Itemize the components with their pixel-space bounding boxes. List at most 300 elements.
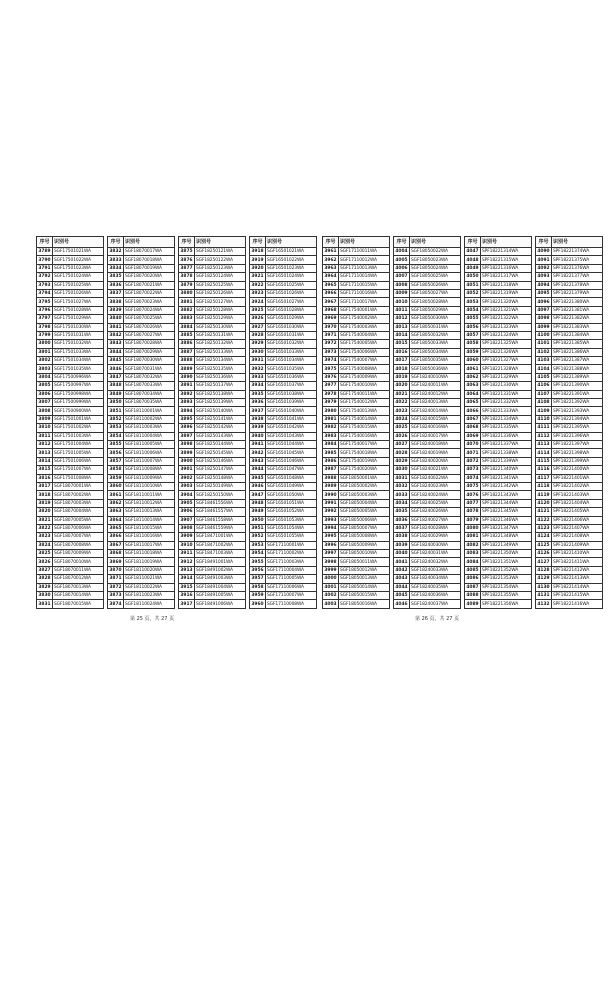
table-row — [179, 550, 246, 558]
seq-cell: 3855 — [109, 442, 122, 448]
id-cell: SPF18221402WA — [552, 482, 603, 490]
id-cell: SGF18240033WA — [410, 566, 461, 574]
table-row — [536, 281, 603, 289]
id-cell: SPF18221393WA — [552, 407, 603, 415]
seq-cell: 4054 — [466, 307, 479, 313]
id-cell: SPF18221396WA — [552, 432, 603, 440]
seq-cell: 3974 — [324, 358, 337, 364]
seq-cell: 4113 — [537, 442, 550, 448]
id-cell: SGF17110002WA — [266, 550, 317, 558]
seq-cell: 3940 — [251, 433, 264, 439]
id-cell: SPF18221326WA — [481, 348, 532, 356]
seq-cell: 4003 — [324, 601, 337, 607]
table-row — [179, 541, 246, 549]
table-row — [394, 575, 461, 583]
seq-cell: 3836 — [109, 282, 122, 288]
table-row — [394, 592, 461, 600]
seq-cell: 3935 — [251, 391, 264, 397]
table-row — [465, 482, 532, 490]
seq-cell: 3922 — [251, 282, 264, 288]
id-cell: SGF16501038WA — [266, 390, 317, 398]
id-cell: SGF17110012WA — [339, 256, 390, 264]
id-cell: SGF18070032WA — [124, 373, 175, 381]
id-cell: SPF18221355WA — [481, 592, 532, 600]
seq-cell: 4091 — [537, 257, 550, 263]
id-cell: SGF17540011WA — [339, 390, 390, 398]
seq-cell: 3864 — [109, 517, 122, 523]
table-row — [323, 331, 390, 339]
id-cell: SPF18221317WA — [481, 273, 532, 281]
id-cell: SPF18221410WA — [552, 550, 603, 558]
seq-cell: 4103 — [537, 358, 550, 364]
table-row — [536, 541, 603, 549]
table-row — [108, 466, 175, 474]
table-row — [323, 340, 390, 348]
id-cell: SGF18070011WA — [53, 566, 104, 574]
table-row — [323, 424, 390, 432]
table-row — [108, 281, 175, 289]
id-cell: SGF16501027WA — [266, 298, 317, 306]
seq-cell: 3989 — [324, 484, 337, 490]
id-cell: SPF18221324WA — [481, 331, 532, 339]
seq-cell: 4110 — [537, 417, 550, 422]
seq-cell: 3930 — [251, 349, 264, 355]
table-row — [394, 331, 461, 339]
seq-cell: 4043 — [395, 576, 408, 582]
seq-cell: 4018 — [395, 366, 408, 372]
id-cell: SPF18221398WA — [552, 449, 603, 457]
table-row — [394, 516, 461, 524]
seq-cell: 3953 — [251, 542, 264, 548]
seq-cell: 4115 — [537, 458, 550, 464]
id-cell: SGF16501040WA — [266, 407, 317, 415]
seq-cell: 3872 — [109, 584, 122, 590]
id-cell: SGF18240024WA — [410, 491, 461, 499]
seq-cell: 4013 — [395, 324, 408, 330]
table-row — [536, 482, 603, 490]
table-row — [179, 323, 246, 331]
table-row — [250, 289, 317, 297]
id-cell: SPF18221392WA — [552, 399, 603, 407]
table-row — [250, 466, 317, 474]
table-row — [536, 516, 603, 524]
id-cell: SPF18221350WA — [481, 550, 532, 558]
id-cell: SGF18070024WA — [124, 306, 175, 314]
table-row — [108, 541, 175, 549]
table-row — [536, 566, 603, 574]
seq-cell: 3897 — [180, 433, 193, 439]
id-header: 识别号 — [124, 237, 175, 248]
table-row — [179, 533, 246, 541]
id-cell: SGF17501024WA — [53, 273, 104, 281]
table-row — [394, 424, 461, 432]
id-table — [36, 236, 104, 609]
id-cell: SGF18050011WA — [339, 558, 390, 566]
id-table — [322, 236, 390, 609]
seq-cell: 3851 — [109, 408, 122, 414]
seq-cell: 3890 — [180, 375, 193, 381]
table-header-row — [250, 237, 317, 248]
seq-cell: 3917 — [180, 601, 193, 607]
table-header-row — [394, 237, 461, 248]
id-cell: SGF18250139WA — [195, 399, 246, 407]
seq-cell: 4088 — [466, 593, 479, 599]
table-row — [536, 533, 603, 541]
id-header: 识别号 — [339, 237, 390, 248]
id-cell: SGF18070006WA — [53, 524, 104, 532]
seq-cell: 3955 — [251, 559, 264, 565]
id-cell: SPF18221388WA — [552, 365, 603, 373]
seq-cell: 3931 — [251, 358, 264, 364]
id-cell: SGF18070014WA — [53, 592, 104, 600]
seq-cell: 4025 — [395, 425, 408, 431]
seq-cell: 3913 — [180, 568, 193, 574]
id-cell: SGF18250141WA — [195, 415, 246, 423]
table-row — [108, 516, 175, 524]
id-cell: SGF16501030WA — [266, 323, 317, 331]
table-row — [536, 373, 603, 381]
seq-cell: 3926 — [251, 316, 264, 322]
table-row — [250, 248, 317, 256]
table-row — [465, 382, 532, 390]
seq-cell: 3814 — [38, 458, 51, 464]
id-cell: SGF18240036WA — [410, 592, 461, 600]
seq-cell: 3882 — [180, 307, 193, 313]
seq-cell: 3803 — [38, 366, 51, 372]
id-cell: SGF17540008WA — [339, 365, 390, 373]
id-cell: SGF16501025WA — [266, 281, 317, 289]
id-cell: SGF17540001WA — [339, 306, 390, 314]
table-row — [394, 600, 461, 608]
table-row — [536, 306, 603, 314]
id-cell: SGF17110016WA — [339, 289, 390, 297]
table-row — [179, 516, 246, 524]
id-cell: SGF18250128WA — [195, 306, 246, 314]
id-cell: SGF18070027WA — [124, 331, 175, 339]
id-cell: SGF18471001WA — [195, 533, 246, 541]
id-table — [535, 236, 603, 609]
seq-cell: 3856 — [109, 450, 122, 456]
table-row — [465, 390, 532, 398]
id-cell: SGF17540007WA — [339, 357, 390, 365]
seq-cell: 3884 — [180, 324, 193, 330]
table-row — [37, 365, 104, 373]
table-row — [37, 306, 104, 314]
id-cell: SGF18250126WA — [195, 289, 246, 297]
table-row — [465, 348, 532, 356]
table-row — [250, 399, 317, 407]
table-row — [250, 382, 317, 390]
table-row — [394, 550, 461, 558]
seq-cell: 4122 — [537, 517, 550, 523]
id-cell: SPF18221333WA — [481, 407, 532, 415]
id-cell: SPF18221354WA — [481, 583, 532, 591]
seq-cell: 3988 — [324, 475, 337, 481]
table-row — [250, 264, 317, 272]
id-cell: SGF16501047WA — [266, 466, 317, 474]
table-row — [179, 365, 246, 373]
id-cell: SGF18240018WA — [410, 440, 461, 448]
id-cell: SPF18221336WA — [481, 432, 532, 440]
table-row — [323, 415, 390, 423]
id-cell: SPF18221346WA — [481, 516, 532, 524]
id-cell: SGF18070030WA — [124, 357, 175, 365]
seq-cell: 3871 — [109, 576, 122, 582]
id-cell: SGF17110003WA — [266, 558, 317, 566]
id-cell: SGF18250131WA — [195, 331, 246, 339]
table-row — [394, 390, 461, 398]
id-cell: SGF16501026WA — [266, 289, 317, 297]
seq-cell: 4130 — [537, 584, 550, 590]
table-row — [250, 575, 317, 583]
seq-cell: 3992 — [324, 509, 337, 515]
table-row — [250, 499, 317, 507]
id-cell: SGF18240014WA — [410, 407, 461, 415]
seq-cell: 4027 — [395, 442, 408, 448]
table-header-row — [536, 237, 603, 248]
seq-header: 序号 — [250, 237, 266, 248]
id-cell: SGF18070015WA — [53, 600, 104, 608]
seq-cell: 4059 — [466, 349, 479, 355]
seq-cell: 4060 — [466, 358, 479, 364]
table-row — [394, 415, 461, 423]
table-row — [536, 491, 603, 499]
table-row — [465, 592, 532, 600]
id-cell: SGF16501039WA — [266, 399, 317, 407]
table-row — [37, 390, 104, 398]
seq-cell: 3848 — [109, 383, 122, 389]
seq-cell: 3904 — [180, 492, 193, 498]
table-row — [536, 331, 603, 339]
table-row — [394, 315, 461, 323]
seq-cell: 3968 — [324, 307, 337, 313]
id-cell: SGF18050013WA — [339, 575, 390, 583]
table-row — [179, 508, 246, 516]
seq-cell: 3892 — [180, 391, 193, 397]
seq-cell: 3860 — [109, 484, 122, 490]
id-cell: SGF18250123WA — [195, 264, 246, 272]
seq-cell: 3928 — [251, 333, 264, 339]
seq-cell: 4074 — [466, 475, 479, 481]
seq-cell: 4048 — [466, 257, 479, 263]
table-row — [37, 533, 104, 541]
id-cell: SGF17501031WA — [53, 331, 104, 339]
seq-cell: 4044 — [395, 584, 408, 590]
seq-cell: 4032 — [395, 484, 408, 490]
seq-cell: 3867 — [109, 542, 122, 548]
seq-cell: 3982 — [324, 425, 337, 431]
seq-cell: 4126 — [537, 551, 550, 557]
seq-cell: 3999 — [324, 568, 337, 574]
table-row — [323, 256, 390, 264]
id-cell: SPF18221356WA — [481, 600, 532, 608]
seq-cell: 3993 — [324, 517, 337, 523]
table-row — [323, 399, 390, 407]
seq-cell: 3901 — [180, 467, 193, 473]
seq-cell: 4064 — [466, 391, 479, 397]
id-cell: SGF18070020WA — [124, 273, 175, 281]
id-cell: SPF18221409WA — [552, 541, 603, 549]
seq-cell: 4114 — [537, 450, 550, 456]
table-row — [37, 440, 104, 448]
seq-cell: 4075 — [466, 484, 479, 490]
page-26 — [322, 236, 603, 609]
seq-cell: 4004 — [395, 249, 408, 255]
seq-cell: 3808 — [38, 408, 51, 414]
seq-cell: 3920 — [251, 265, 264, 271]
table-row — [323, 474, 390, 482]
seq-cell: 3941 — [251, 442, 264, 448]
table-row — [108, 407, 175, 415]
table-row — [465, 256, 532, 264]
table-row — [250, 474, 317, 482]
seq-cell: 4016 — [395, 349, 408, 355]
seq-cell: 4120 — [537, 500, 550, 506]
table-header-row — [37, 237, 104, 248]
table-row — [394, 491, 461, 499]
table-row — [108, 264, 175, 272]
id-cell: SGF17501006WA — [53, 457, 104, 465]
table-row — [108, 399, 175, 407]
id-cell: SGF17540019WA — [339, 457, 390, 465]
seq-cell: 3813 — [38, 450, 51, 456]
table-row — [536, 449, 603, 457]
table-row — [250, 592, 317, 600]
seq-cell: 3980 — [324, 408, 337, 414]
id-cell: SGF17501004WA — [53, 440, 104, 448]
seq-cell: 4089 — [466, 601, 479, 607]
id-cell: SGF16501043WA — [266, 432, 317, 440]
table-row — [37, 289, 104, 297]
seq-cell: 3978 — [324, 391, 337, 397]
id-table — [464, 236, 532, 609]
id-cell: SPF18221378WA — [552, 281, 603, 289]
table-row — [179, 499, 246, 507]
table-row — [179, 415, 246, 423]
id-cell: SPF18221321WA — [481, 306, 532, 314]
seq-header: 序号 — [536, 237, 552, 248]
seq-cell: 3807 — [38, 400, 51, 406]
table-row — [394, 365, 461, 373]
seq-cell: 3878 — [180, 274, 193, 280]
table-row — [394, 583, 461, 591]
table-row — [250, 491, 317, 499]
table-row — [323, 273, 390, 281]
table-row — [394, 298, 461, 306]
id-cell: SGF17540016WA — [339, 432, 390, 440]
table-row — [536, 466, 603, 474]
table-row — [536, 248, 603, 256]
table-row — [394, 432, 461, 440]
id-cell: SGF17500998WA — [53, 390, 104, 398]
table-row — [108, 373, 175, 381]
id-cell: SGF18110014WA — [124, 516, 175, 524]
id-cell: SGF17500900WA — [53, 407, 104, 415]
id-cell: SPF18221338WA — [481, 449, 532, 457]
seq-cell: 3828 — [38, 576, 51, 582]
seq-cell: 3838 — [109, 299, 122, 305]
id-cell: SGF18240025WA — [410, 499, 461, 507]
id-table — [178, 236, 246, 609]
id-cell: SGF18240022WA — [410, 474, 461, 482]
id-cell: SGF18250138WA — [195, 390, 246, 398]
id-cell: SGF18250124WA — [195, 273, 246, 281]
seq-cell: 3839 — [109, 307, 122, 313]
seq-cell: 3921 — [251, 274, 264, 280]
table-row — [250, 323, 317, 331]
seq-cell: 4031 — [395, 475, 408, 481]
id-header: 识别号 — [53, 237, 104, 248]
seq-cell: 3795 — [38, 299, 51, 305]
table-row — [394, 440, 461, 448]
seq-cell: 4084 — [466, 559, 479, 565]
seq-cell: 3967 — [324, 299, 337, 305]
table-row — [179, 340, 246, 348]
seq-cell: 4022 — [395, 400, 408, 406]
seq-cell: 3868 — [109, 551, 122, 557]
id-cell: SPF18221353WA — [481, 575, 532, 583]
table-row — [179, 256, 246, 264]
id-cell: SGF18240026WA — [410, 508, 461, 516]
id-cell: SGF17110017WA — [339, 298, 390, 306]
table-row — [323, 583, 390, 591]
seq-cell: 4008 — [395, 282, 408, 288]
table-row — [108, 440, 175, 448]
table-row — [465, 248, 532, 256]
id-cell: SGF18050012WA — [339, 566, 390, 574]
seq-cell: 3850 — [109, 400, 122, 406]
table-row — [394, 273, 461, 281]
seq-cell: 3925 — [251, 307, 264, 313]
id-cell: SGF18050002WA — [339, 482, 390, 490]
table-row — [108, 474, 175, 482]
table-row — [323, 508, 390, 516]
seq-cell: 4072 — [466, 458, 479, 464]
id-cell: SPF18221344WA — [481, 499, 532, 507]
id-cell: SPF18221380WA — [552, 298, 603, 306]
table-row — [465, 432, 532, 440]
seq-cell: 4051 — [466, 282, 479, 288]
id-cell: SGF18491001WA — [195, 558, 246, 566]
seq-cell: 4085 — [466, 568, 479, 574]
id-cell: SGF16501031WA — [266, 331, 317, 339]
seq-cell: 4069 — [466, 433, 479, 439]
table-row — [323, 264, 390, 272]
seq-cell: 4001 — [324, 584, 337, 590]
table-row — [536, 273, 603, 281]
id-cell: SGF18070034WA — [124, 390, 175, 398]
id-cell: SPF18221391WA — [552, 390, 603, 398]
id-cell: SPF18221329WA — [481, 373, 532, 381]
seq-cell: 4029 — [395, 458, 408, 464]
id-cell: SGF18110005WA — [124, 440, 175, 448]
seq-cell: 4094 — [537, 282, 550, 288]
seq-cell: 3975 — [324, 366, 337, 372]
seq-cell: 3857 — [109, 458, 122, 464]
table-row — [323, 558, 390, 566]
table-row — [37, 340, 104, 348]
table-row — [108, 331, 175, 339]
id-cell: SPF18221407WA — [552, 524, 603, 532]
seq-cell: 3833 — [109, 257, 122, 263]
id-cell: SGF17501008WA — [53, 474, 104, 482]
id-cell: SGF18070031WA — [124, 365, 175, 373]
seq-cell: 3796 — [38, 307, 51, 313]
seq-cell: 4019 — [395, 375, 408, 381]
id-cell: SGF16501036WA — [266, 373, 317, 381]
seq-cell: 4083 — [466, 551, 479, 557]
seq-cell: 3824 — [38, 542, 51, 548]
